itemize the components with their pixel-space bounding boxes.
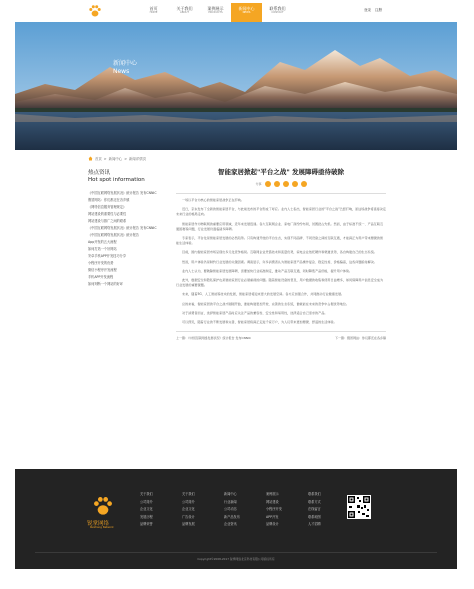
sidebar-news-link[interactable]: 小程序开发的优势 xyxy=(88,261,114,265)
article-paragraph: 可以预见，随着行业的不断发展和完善，智能家居将真正走进千家万户，为人们带来更加便捷、舒适的生活体验。 xyxy=(182,320,337,325)
footer-link[interactable]: 网站建设 xyxy=(266,499,279,504)
footer-column xyxy=(266,491,286,529)
sidebar-news-link[interactable]: 微信小程序开发流程 xyxy=(88,268,117,272)
qr-code-icon xyxy=(347,495,371,519)
footer-column-heading[interactable]: 案例展示 xyxy=(266,492,279,496)
site-footer xyxy=(15,469,457,569)
sidebar-news-link[interactable]: 《中国互联网络发展状况》统计报告 发布CNNIC xyxy=(88,191,157,195)
login-link[interactable]: 登录 xyxy=(364,8,371,12)
sidebar-news-link[interactable]: 如何打造一个好网站 xyxy=(88,247,117,251)
sidebar-news-link[interactable]: 《中国互联网络发展状况》统计报告 xyxy=(88,233,139,237)
sidebar-news-link[interactable]: 《中国互联网络发展状况》统计报告 发布CNNIC xyxy=(88,226,157,230)
article-paragraph: 智能家居作为物联网的重要应用领域，近年来发展迅速。各大互联网企业、家电厂商纷纷布局，试图抢占先机。然而，由于标准不统一、产品互联互通困难等问题，行业发展仍面临诸多障碍。 xyxy=(176,221,384,231)
nav-item-contact[interactable] xyxy=(262,3,293,22)
nav-item-label: 关于我们 xyxy=(176,6,193,11)
banner-title xyxy=(113,60,137,76)
footer-link[interactable]: APP开发 xyxy=(266,514,279,519)
footer-link[interactable]: 公司简介 xyxy=(182,499,195,504)
nav-item-about[interactable] xyxy=(169,3,200,22)
prev-article-link[interactable] xyxy=(176,336,251,340)
nav-item-news[interactable] xyxy=(231,3,262,22)
prev-label: 上一篇： xyxy=(176,336,189,341)
footer-link[interactable]: 品牌荣誉 xyxy=(140,522,153,526)
article-paragraph: 近日，京东发布了全新的智能家居平台，与此前发布的平台形成了呼应。业内人士指出，智能家居行业的"平台之战"已经打响，而这场战争将直接决定未来行业的格局走向。 xyxy=(176,207,386,217)
article-paragraph: 专家表示，平台化是智能家居发展的必然趋势。只有构建开放的平台生态，实现不同品牌、不同设备之间的互联互通，才能真正为用户带来便捷的智能生活体验。 xyxy=(176,236,384,246)
share-row xyxy=(176,181,386,187)
article-nav xyxy=(176,336,386,340)
share-qq-icon[interactable] xyxy=(283,181,289,187)
footer-link[interactable]: 企业文化 xyxy=(140,507,153,511)
register-link[interactable]: 注册 xyxy=(375,8,382,12)
footer-link[interactable]: 公司动态 xyxy=(224,507,237,511)
footer-paw-logo-icon xyxy=(91,495,115,517)
sidebar-news-link[interactable]: 手机APP开发流程 xyxy=(88,275,114,279)
banner-title-zh: 新闻中心 xyxy=(113,60,138,67)
divider xyxy=(176,331,386,332)
footer-link[interactable]: 小程序开发 xyxy=(266,507,282,511)
sidebar-title-en: Hot spot information xyxy=(88,177,145,183)
sidebar-news-link[interactable]: 网站建设与推广之间的联系 xyxy=(88,219,127,223)
paw-logo-icon[interactable] xyxy=(88,4,102,18)
sidebar-title-zh: 热点资讯 xyxy=(88,170,111,176)
footer-link[interactable]: 企业文化 xyxy=(182,507,195,511)
breadcrumb-section[interactable]: 新闻中心 xyxy=(108,157,123,161)
share-qzone-icon[interactable] xyxy=(292,181,298,187)
article-paragraph: 一场以平台为核心的智能家居战争正在打响。 xyxy=(182,198,244,202)
article-paragraph: 目前，国内智能家居市场呈现出多元化竞争格局。互联网企业凭借技术和流量优势，家电企业依托硬件和渠道优势，各自构建自己的生态系统。 xyxy=(182,250,377,255)
footer-link[interactable]: 品牌设计 xyxy=(266,522,279,526)
footer-link[interactable]: 新产品发布 xyxy=(224,514,240,519)
breadcrumb-separator: > xyxy=(103,156,107,161)
footer-brand-en: Ruizhang Network xyxy=(90,526,114,529)
nav-item-sublabel: NEWS xyxy=(242,11,251,14)
nav-item-label: 首页 xyxy=(149,6,158,11)
nav-item-sublabel: CONTACT xyxy=(271,11,284,14)
divider xyxy=(176,193,386,194)
home-icon xyxy=(88,156,93,161)
nav-item-home[interactable] xyxy=(138,3,169,22)
nav-item-label: 新闻中心 xyxy=(238,6,255,11)
breadcrumb-home[interactable]: 首页 xyxy=(95,157,102,161)
sidebar-list xyxy=(88,190,166,288)
footer-link-columns xyxy=(140,491,328,529)
banner-title-en: News xyxy=(113,68,130,75)
sidebar-news-link[interactable]: 网站建设的重要性与必要性 xyxy=(88,212,127,216)
footer-link[interactable]: 发展历程 xyxy=(140,514,153,519)
auth-links xyxy=(364,8,382,13)
share-label: 分享 xyxy=(255,182,262,186)
footer-link[interactable]: 广告设计 xyxy=(182,514,195,519)
nav-item-label: 联系我们 xyxy=(269,6,286,11)
footer-column xyxy=(182,491,202,529)
footer-link[interactable]: 行业新闻 xyxy=(224,499,237,504)
footer-link[interactable]: 人才招聘 xyxy=(308,522,321,526)
breadcrumb xyxy=(88,156,146,161)
sidebar-news-link[interactable]: App开发的五大流程 xyxy=(88,240,117,244)
footer-link[interactable]: 在线留言 xyxy=(308,507,321,511)
footer-link[interactable]: 联系方式 xyxy=(308,499,321,504)
sidebar-news-link[interactable]: 如何判断一个网站的好坏 xyxy=(88,282,124,286)
mountain-lake-image xyxy=(15,22,457,150)
footer-brand: 锐掌网络 xyxy=(87,521,110,527)
next-label: 下一篇： xyxy=(334,336,347,341)
share-wechat-icon[interactable] xyxy=(274,181,280,187)
footer-link[interactable]: 企业资讯 xyxy=(224,522,237,526)
article-paragraph: 然而，用户体验仍是制约行业发展的关键因素。调查显示，许多消费者认为智能家居产品操作复杂、稳定性差、价格偏高，这些问题亟待解决。 xyxy=(182,259,377,264)
share-weibo-icon[interactable] xyxy=(265,181,271,187)
article-paragraph: 业内人士认为，要破除智能家居发展障碍，需要加快行业标准制定，推动产品互联互通，同时降低产品价格，提升用户体验。 xyxy=(182,268,353,273)
article-paragraph: 未来，随着5G、人工智能等技术的发展，智能家居将迎来更大的发展空间。各方应加强合作，共同推动行业健康发展。 xyxy=(182,292,345,297)
footer-column-heading[interactable]: 新闻中心 xyxy=(224,492,237,496)
footer-column-heading[interactable]: 关于我们 xyxy=(182,492,195,496)
nav-item-sublabel: HOME xyxy=(149,11,158,14)
sidebar-news-link[interactable]: 《网络信息服务管理规定》 xyxy=(88,205,127,209)
site-header xyxy=(0,0,474,22)
main-nav xyxy=(138,3,293,22)
nav-item-sublabel: PRODUCTS xyxy=(208,11,223,14)
breadcrumb-current: 新闻详情页 xyxy=(129,157,146,161)
footer-column xyxy=(308,491,328,529)
footer-column xyxy=(224,491,244,529)
footer-column-heading[interactable]: 联系我们 xyxy=(308,492,321,496)
breadcrumb-separator: > xyxy=(124,156,128,161)
sidebar-news-link[interactable]: 假冒网站：你们都还在各乡镇 xyxy=(88,198,130,202)
article-paragraph: 此外，数据安全和隐私保护也是智能家居行业必须重视的问题。随着智能设备的普及，用户数据的收集和使用日益增多，如何保障用户信息安全成为行业发展的重要课题。 xyxy=(176,278,384,288)
article-title: 智能家居掀起"平台之战" 发展障碍亟待破除 xyxy=(217,168,345,176)
footer-column-heading[interactable]: 关于我们 xyxy=(140,492,153,496)
article-paragraph: 总的来看，智能家居的平台之战才刚刚开始，谁能构建更加开放、完善的生态系统，谁就能在未来的竞争中占据优势地位。 xyxy=(182,301,350,306)
next-article-link[interactable] xyxy=(335,336,386,340)
footer-link[interactable]: 品牌发展 xyxy=(182,522,195,526)
nav-item-label: 案例展示 xyxy=(207,6,224,11)
hot-info-sidebar xyxy=(88,170,166,288)
nav-item-sublabel: ABOUT xyxy=(179,11,190,14)
article-paragraph: 对于消费者而言，选择智能家居产品时应关注产品的兼容性、安全性和易用性，选择适合自己需求的产品。 xyxy=(182,310,328,315)
article-body xyxy=(176,198,386,325)
sidebar-news-link[interactable]: 安卓手机APP开发技巧分享 xyxy=(88,254,126,258)
nav-item-products[interactable] xyxy=(200,3,231,22)
footer-link[interactable]: 公司简介 xyxy=(140,499,153,504)
footer-link[interactable]: 联系地图 xyxy=(308,514,321,519)
next-title: 假冒网站：你们都还在各乡镇 xyxy=(346,336,386,341)
prev-title: 《中国互联网络发展状况》统计报告 发布CNNIC xyxy=(188,336,252,341)
hero-banner xyxy=(15,22,457,150)
footer-column xyxy=(140,491,160,529)
copyright: Copyright©2008-2017 锐掌网络北京科技有限公司版权所有 xyxy=(197,557,275,561)
footer-divider xyxy=(35,552,437,553)
share-more-icon[interactable] xyxy=(301,181,307,187)
article xyxy=(176,168,386,340)
sidebar-title xyxy=(88,170,166,184)
